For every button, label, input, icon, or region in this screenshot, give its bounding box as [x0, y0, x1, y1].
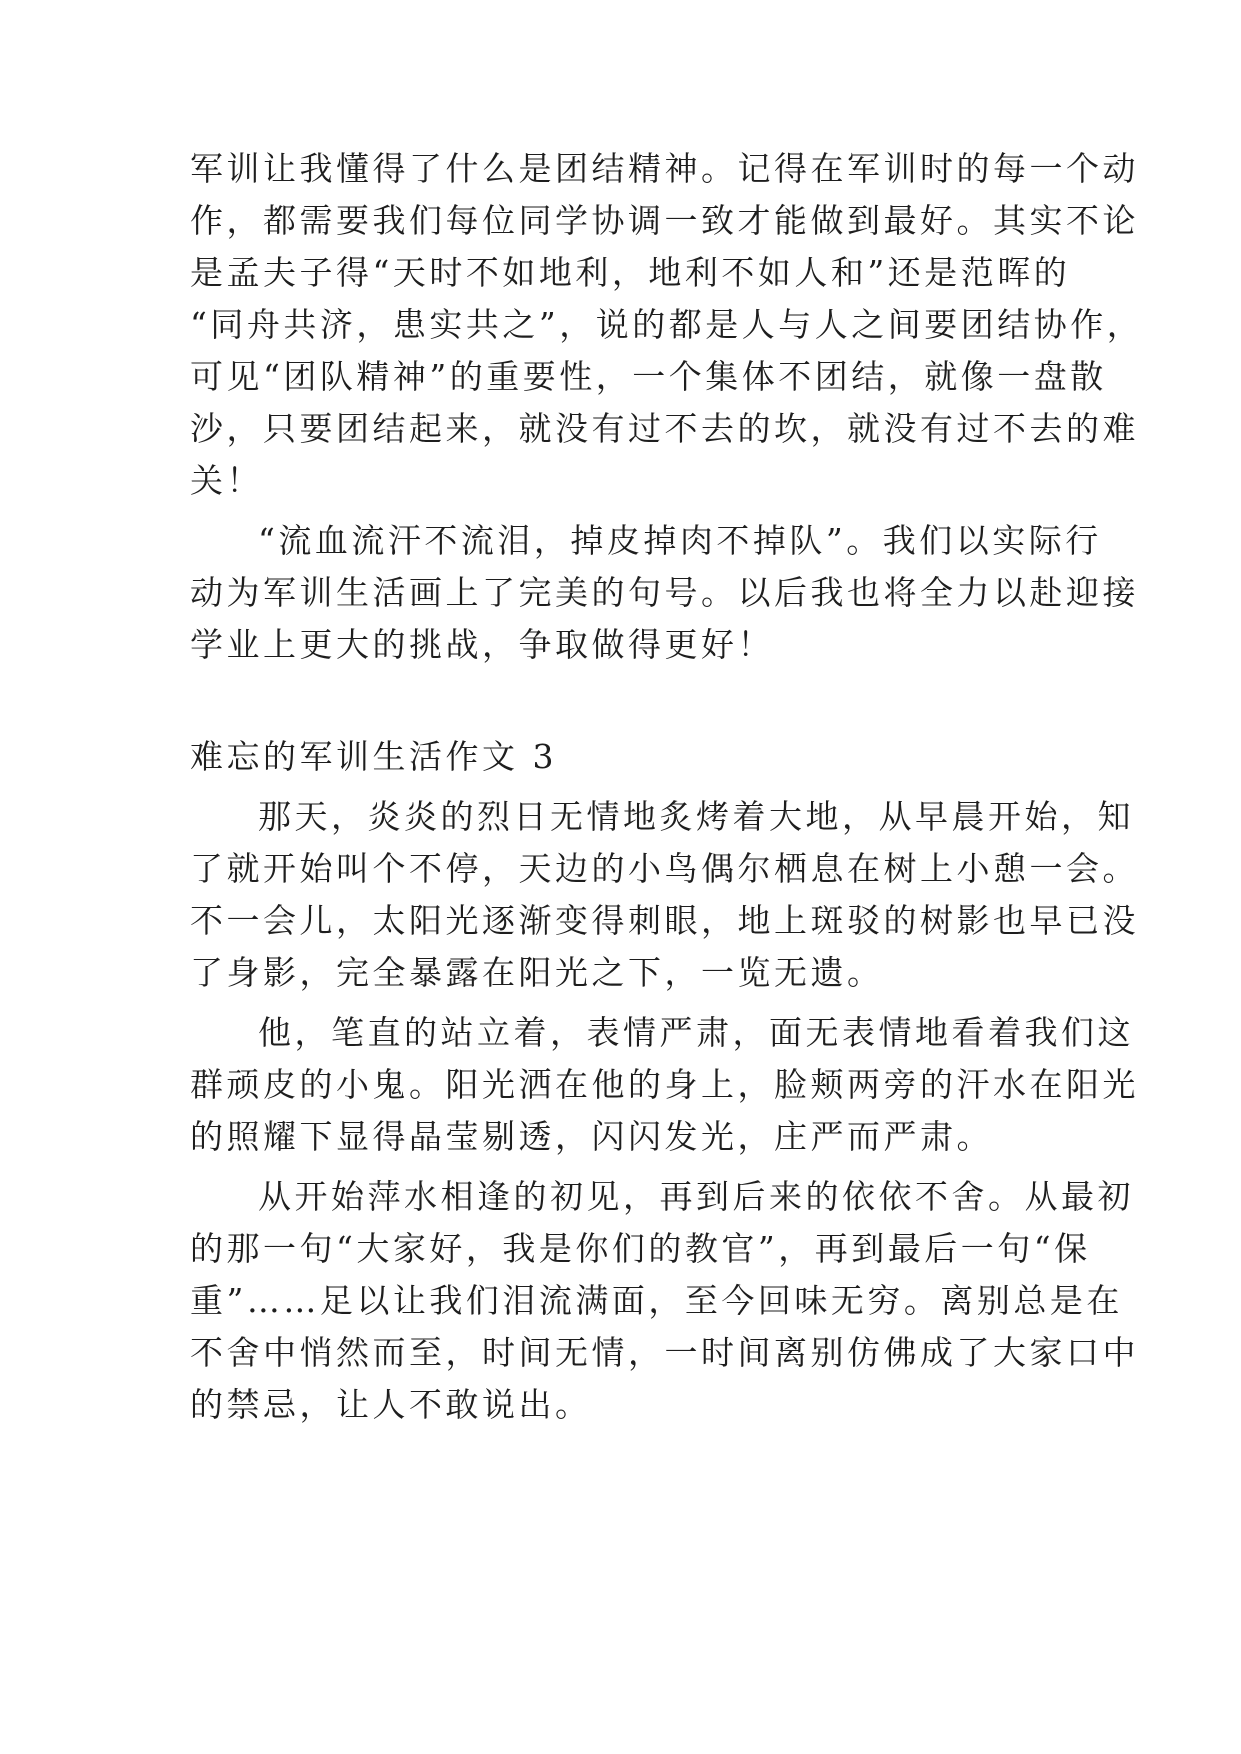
paragraph-2-line-3: 学业上更大的挑战，争取做得更好！ — [190, 625, 774, 664]
paragraph-5-line-2: 的那一句“大家好，我是你们的教官”，再到最后一句“保 — [190, 1229, 1091, 1268]
paragraph-1-line-7: 关！ — [190, 461, 263, 500]
paragraph-3-line-1: 那天，炎炎的烈日无情地炙烤着大地，从早晨开始，知 — [258, 797, 1134, 836]
paragraph-1-line-6: 沙，只要团结起来，就没有过不去的坎，就没有过不去的难 — [190, 409, 1139, 448]
paragraph-1-line-4: “同舟共济，患实共之”，说的都是人与人之间要团结协作， — [190, 305, 1144, 344]
paragraph-3-line-3: 不一会儿，太阳光逐渐变得刺眼，地上斑驳的树影也早已没 — [190, 901, 1139, 940]
paragraph-1-line-2: 作，都需要我们每位同学协调一致才能做到最好。其实不论 — [190, 201, 1139, 240]
section-heading: 难忘的军训生活作文 3 — [190, 737, 557, 776]
paragraph-3-line-2: 了就开始叫个不停，天边的小鸟偶尔栖息在树上小憩一会。 — [190, 849, 1139, 888]
paragraph-4-line-3: 的照耀下显得晶莹剔透，闪闪发光，庄严而严肃。 — [190, 1117, 993, 1156]
paragraph-2-line-2: 动为军训生活画上了完美的句号。以后我也将全力以赴迎接 — [190, 573, 1139, 612]
paragraph-5-line-4: 不舍中悄然而至，时间无情，一时间离别仿佛成了大家口中 — [190, 1333, 1139, 1372]
paragraph-3-line-4: 了身影，完全暴露在阳光之下，一览无遗。 — [190, 953, 884, 992]
paragraph-1-line-3: 是孟夫子得“天时不如地利，地利不如人和”还是范晖的 — [190, 253, 1071, 292]
paragraph-2-line-1: “流血流汗不流泪，掉皮掉肉不掉队”。我们以实际行 — [258, 521, 1102, 560]
paragraph-1-line-5: 可见“团队精神”的重要性，一个集体不团结，就像一盘散 — [190, 357, 1107, 396]
paragraph-4-line-1: 他，笔直的站立着，表情严肃，面无表情地看着我们这 — [258, 1013, 1134, 1052]
paragraph-5-line-3: 重”……足以让我们泪流满面，至今回味无穷。离别总是在 — [190, 1281, 1123, 1320]
paragraph-5-line-5: 的禁忌，让人不敢说出。 — [190, 1385, 592, 1424]
paragraph-4-line-2: 群顽皮的小鬼。阳光洒在他的身上，脸颊两旁的汗水在阳光 — [190, 1065, 1139, 1104]
paragraph-1-line-1: 军训让我懂得了什么是团结精神。记得在军训时的每一个动 — [190, 149, 1139, 188]
paragraph-5-line-1: 从开始萍水相逢的初见，再到后来的依依不舍。从最初 — [258, 1177, 1134, 1216]
